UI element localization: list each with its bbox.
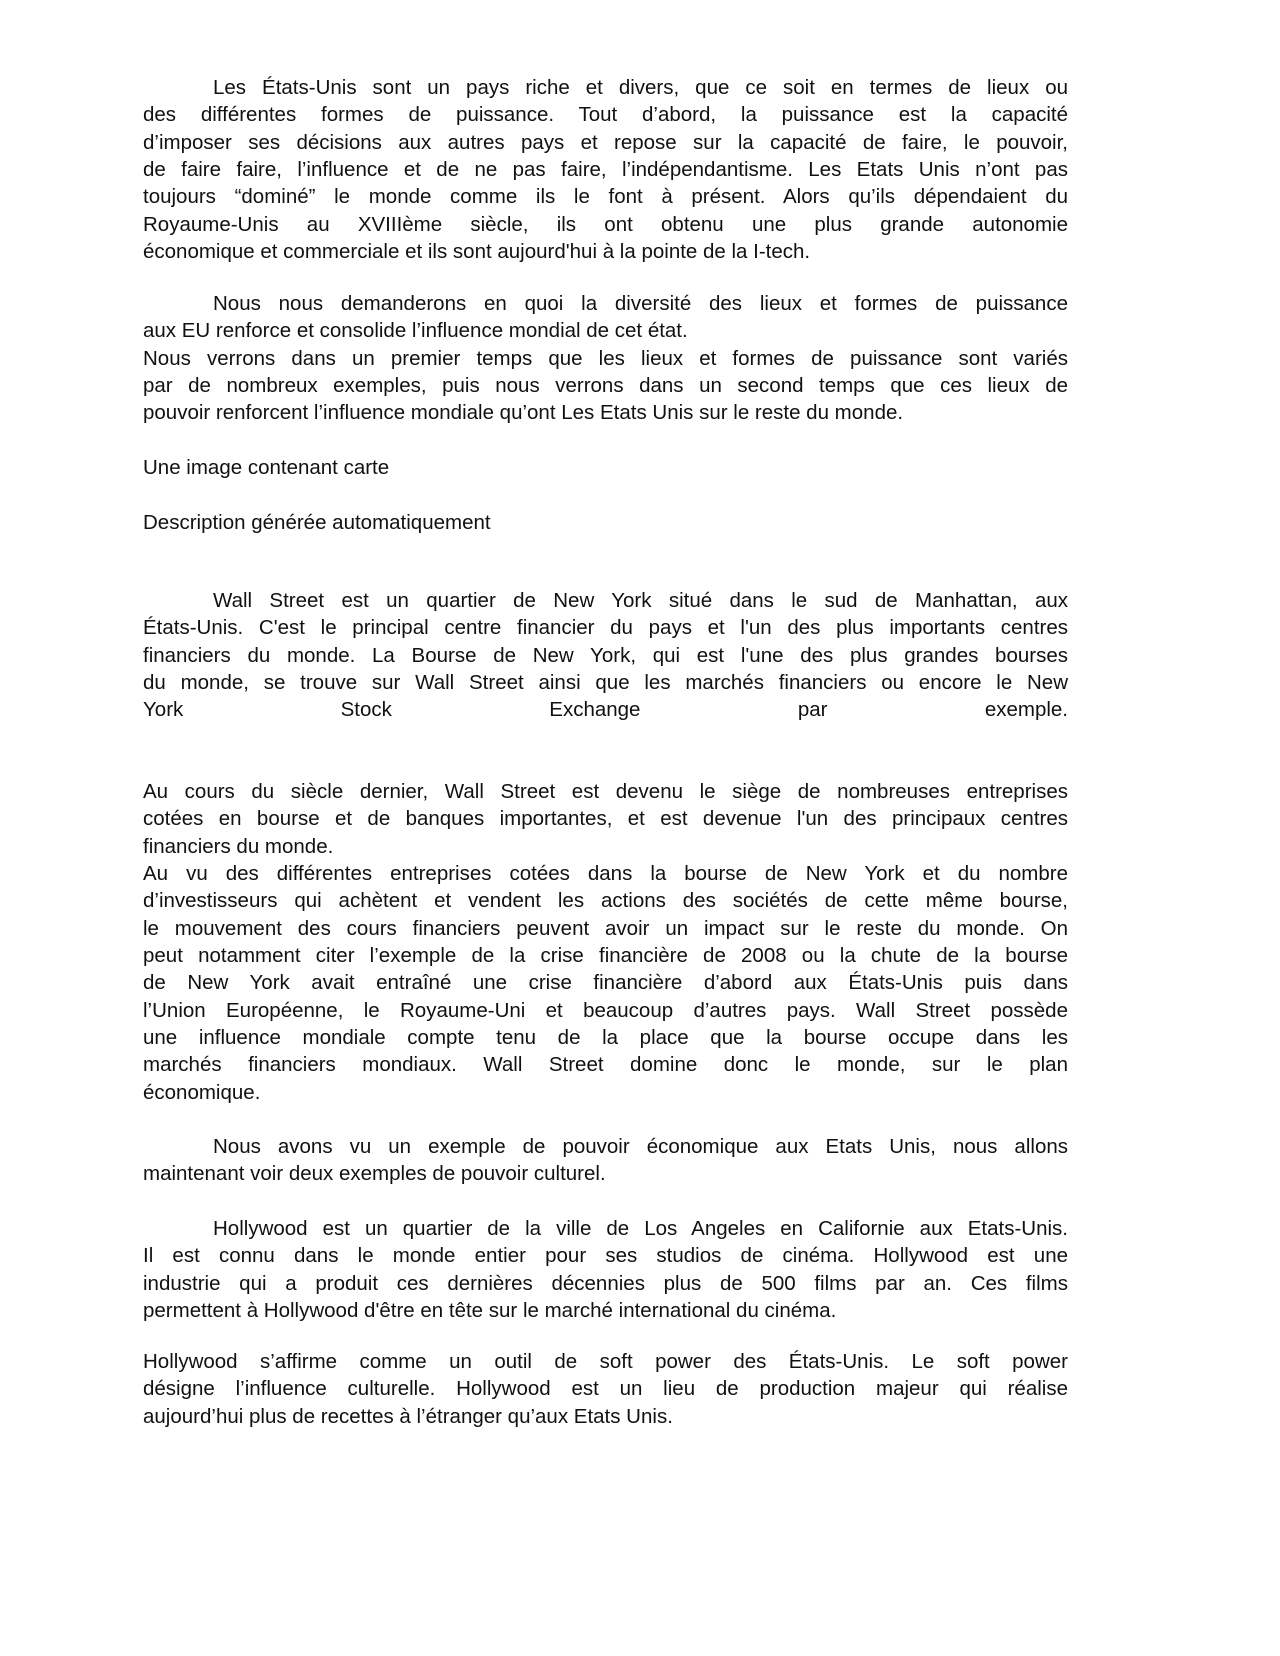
text-line: économique. (143, 1080, 261, 1104)
text-line: Hollywood s’affirme comme un outil de soft power des États-Unis. Le soft power (143, 1350, 1068, 1373)
text-line: économique et commerciale et ils sont aujourd'hui à la pointe de la I-tech. (143, 240, 811, 264)
text-block (143, 290, 1068, 427)
text-line: financiers du monde. La Bourse de New York, qui est l'une des plus grandes bourses (143, 643, 1068, 667)
paragraph (143, 345, 1068, 427)
text-line: du monde, se trouve sur Wall Street ainsi que les marchés financiers ou encore le New (143, 671, 1068, 695)
text-line: Il est connu dans le monde entier pour ses studios de cinéma. Hollywood est une (143, 1244, 1068, 1268)
text-line: désigne l’influence culturelle. Hollywood est un lieu de production majeur qui réalise (143, 1377, 1068, 1401)
text-line: permettent à Hollywood d'être en tête sur le marché international du cinéma. (143, 1299, 837, 1323)
text-line: États-Unis. C'est le principal centre financier du pays et l'un des plus importants centres (143, 616, 1068, 640)
text-line: le mouvement des cours financiers peuvent avoir un impact sur le reste du monde. On (143, 916, 1068, 940)
text-line: York Stock Exchange par exemple. (143, 698, 1068, 722)
text-line: Au vu des différentes entreprises cotées dans la bourse de New York et du nombre (143, 862, 1068, 886)
text-line: d’imposer ses décisions aux autres pays et repose sur la capacité de faire, le pouvoir, (143, 130, 1068, 154)
paragraph (143, 509, 1068, 536)
text-block (143, 1348, 1068, 1430)
text-line: maintenant voir deux exemples de pouvoir culturel. (143, 1162, 606, 1186)
text-line: toujours “dominé” le monde comme ils le font à présent. Alors qu’ils dépendaient du (143, 185, 1068, 209)
text-line: Nous avons vu un exemple de pouvoir économique aux Etats Unis, nous allons (213, 1135, 1068, 1158)
paragraph (143, 1348, 1068, 1430)
text-line: l’Union Européenne, le Royaume-Uni et beaucoup d’autres pays. Wall Street possède (143, 998, 1068, 1022)
text-block (143, 1215, 1068, 1324)
paragraph (143, 1133, 1068, 1188)
paragraph (143, 290, 1068, 345)
text-line: peut notamment citer l’exemple de la crise financière de 2008 ou la chute de la bourse (143, 944, 1068, 968)
text-line: Hollywood est un quartier de la ville de Los Angeles en Californie aux Etats-Unis. (213, 1217, 1068, 1240)
text-block (143, 454, 1068, 481)
text-line: aujourd’hui plus de recettes à l’étranger qu’aux Etats Unis. (143, 1404, 673, 1428)
text-line: Nous verrons dans un premier temps que les lieux et formes de puissance sont variés (143, 346, 1068, 370)
text-line: cotées en bourse et de banques importantes, et est devenue l'un des principaux centres (143, 807, 1068, 831)
text-line: pouvoir renforcent l’influence mondiale qu’ont Les Etats Unis sur le reste du monde. (143, 401, 904, 425)
text-line: de faire faire, l’influence et de ne pas faire, l’indépendantisme. Les Etats Unis n’ont pas (143, 158, 1068, 182)
text-line: par de nombreux exemples, puis nous verrons dans un second temps que ces lieux de (143, 374, 1068, 398)
text-line: des différentes formes de puissance. Tout d’abord, la puissance est la capacité (143, 103, 1068, 127)
paragraph (143, 74, 1068, 265)
paragraph (143, 454, 1068, 481)
text-block (143, 778, 1068, 1106)
text-block (143, 1133, 1068, 1188)
paragraph (143, 1215, 1068, 1324)
text-line: une influence mondiale compte tenu de la place que la bourse occupe dans les (143, 1026, 1068, 1050)
paragraph (143, 860, 1068, 1106)
text-block (143, 587, 1068, 724)
text-block (143, 74, 1068, 265)
text-line: Nous nous demanderons en quoi la diversité des lieux et formes de puissance (213, 292, 1068, 315)
paragraph (143, 587, 1068, 724)
paragraph (143, 778, 1068, 860)
text-block (143, 509, 1068, 536)
text-line: Au cours du siècle dernier, Wall Street est devenu le siège de nombreuses entreprises (143, 780, 1068, 803)
text-line: industrie qui a produit ces dernières décennies plus de 500 films par an. Ces films (143, 1271, 1068, 1295)
text-line: Wall Street est un quartier de New York situé dans le sud de Manhattan, aux (213, 589, 1068, 612)
text-line: d’investisseurs qui achètent et vendent les actions des sociétés de cette même bourse, (143, 889, 1068, 913)
text-line: Description générée automatiquement (143, 511, 491, 534)
text-line: Une image contenant carte (143, 456, 390, 479)
text-line: marchés financiers mondiaux. Wall Street domine donc le monde, sur le plan (143, 1053, 1068, 1077)
text-line: Les États-Unis sont un pays riche et divers, que ce soit en termes de lieux ou (213, 76, 1068, 99)
text-line: Royaume-Unis au XVIIIème siècle, ils ont obtenu une plus grande autonomie (143, 212, 1068, 236)
text-line: aux EU renforce et consolide l’influence mondial de cet état. (143, 319, 688, 343)
text-line: de New York avait entraîné une crise financière d’abord aux États-Unis puis dans (143, 971, 1068, 995)
text-line: financiers du monde. (143, 834, 334, 858)
